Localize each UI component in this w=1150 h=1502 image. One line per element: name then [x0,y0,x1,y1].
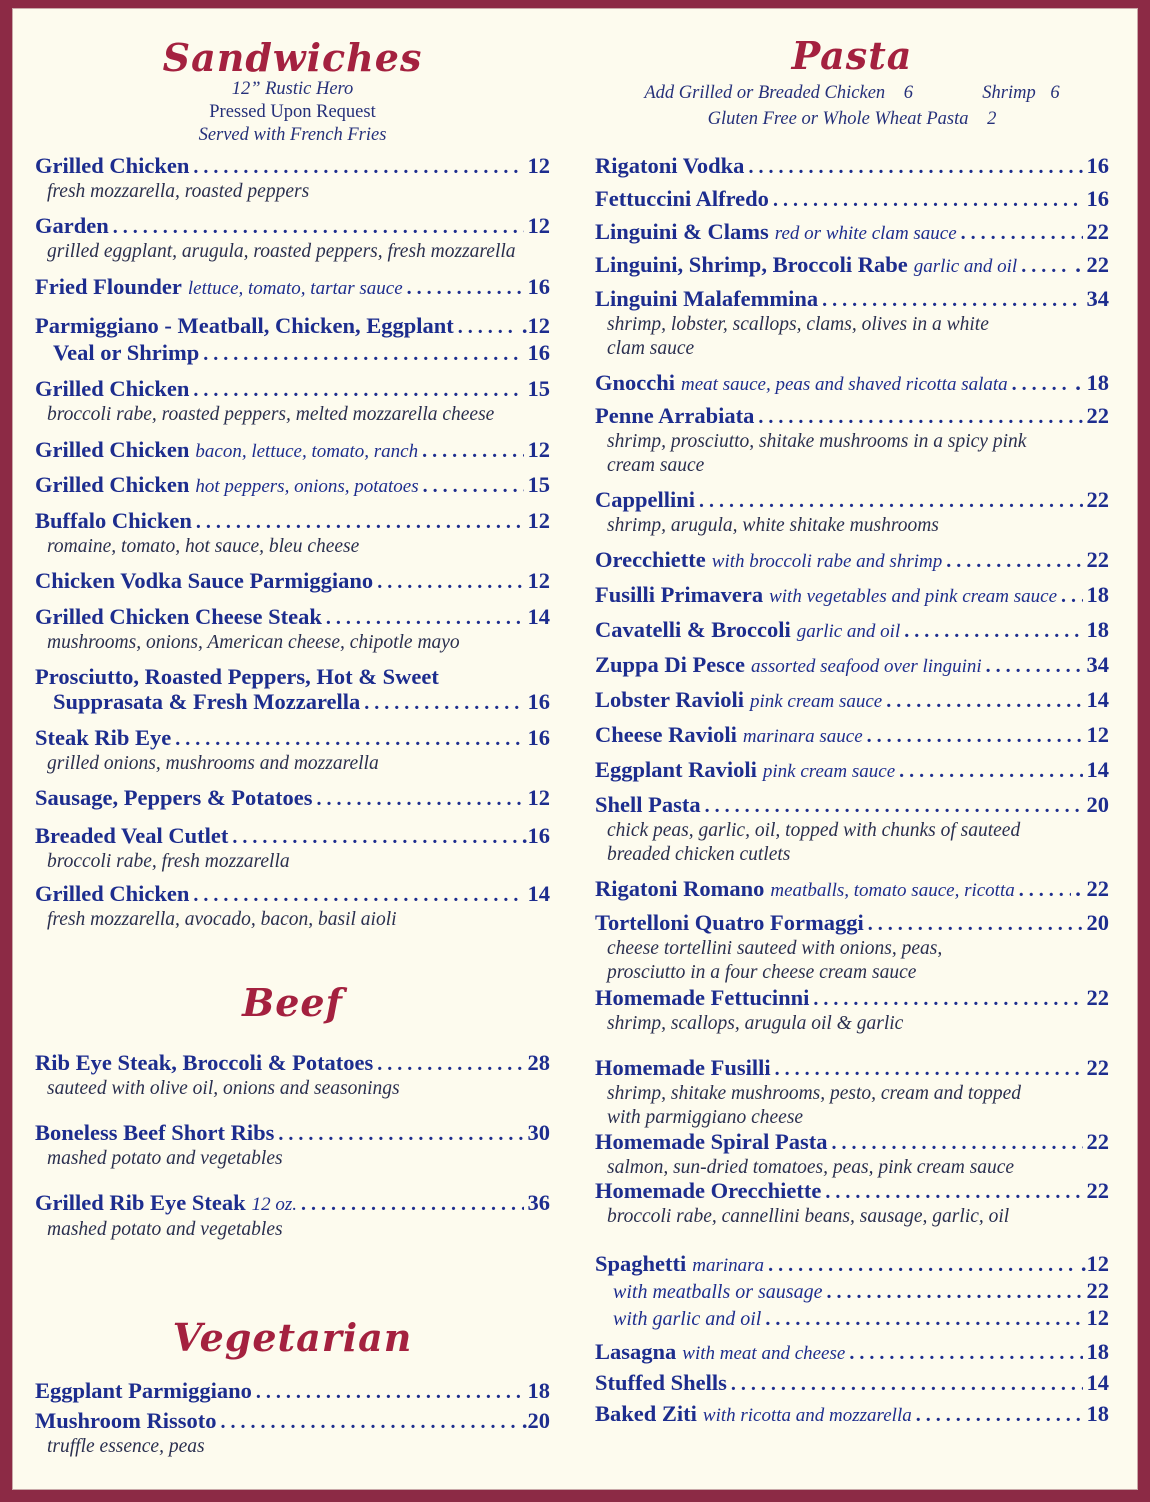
menu-item [595,487,1109,538]
sandwiches-title: Sandwiches [162,35,423,80]
item-name: with meatballs or sausage [613,1281,823,1303]
item-name: with garlic and oil [613,1308,762,1330]
menu-item [595,687,1109,715]
item-price: 22 [1086,403,1109,428]
item-description: shrimp, scallops, arugula oil & garlic [607,1013,904,1034]
item-name: Homemade Spiral Pasta [595,1129,828,1154]
pasta-note-gluten-price: 2 [987,109,997,129]
item-description: cream sauce [607,455,705,476]
item-name: Lasagna [595,1339,677,1364]
item-name: Buffalo Chicken [35,508,192,533]
item-inline-description: hot peppers, onions, potatoes [195,476,419,497]
item-name: Homemade Fusilli [595,1055,771,1080]
item-name: Cheese Ravioli [595,722,737,747]
sandwiches-subtitle-1: 12” Rustic Hero [231,79,354,99]
item-price: 18 [1086,1401,1109,1426]
item-price: 14 [1086,757,1109,782]
item-price: 12 [527,785,550,810]
item-price: 34 [1086,652,1109,677]
pasta-addons-note [595,80,1109,106]
item-inline-description: red or white clam sauce [774,223,957,244]
item-price: . 22 [1075,876,1109,901]
item-inline-description: marinara sauce [742,726,863,747]
item-price: 28 [527,1050,550,1075]
menu-item [595,1178,1109,1229]
pasta-title: Pasta [791,33,913,78]
item-price: 30 [527,1120,550,1145]
item-price: 16 [1086,153,1109,178]
vegetarian-title: Vegetarian [172,1315,413,1360]
menu-item [595,286,1109,361]
item-name: Veal or Shrimp [53,340,200,365]
menu-item [35,689,550,716]
item-price: 14 [527,881,550,906]
item-name: Chicken Vodka Sauce Parmiggiano [35,568,374,593]
menu-item [595,910,1109,985]
item-description: cheese tortellini sauteed with onions, peas, [607,938,943,959]
menu-item [35,1120,550,1171]
item-price: 18 [1086,582,1109,607]
item-description: shrimp, shitake mushrooms, pesto, cream and topped [607,1083,1021,1104]
item-name: Linguini Malafemmina [595,286,819,311]
item-price: .12 [521,313,550,338]
item-name: Rigatoni Romano [595,876,765,901]
item-price: 18 [1086,617,1109,642]
beef-section [35,980,550,1025]
vegetarian-section [35,1315,550,1360]
item-name: Cavatelli & Broccoli [595,617,791,642]
menu-item [595,1305,1109,1332]
menu-item [595,722,1109,750]
item-name: Homemade Orecchiette [595,1178,822,1203]
item-description: with parmiggiano cheese [607,1107,804,1128]
item-inline-description: lettuce, tomato, tartar sauce [187,278,403,299]
menu-item [35,508,550,559]
item-description: truffle essence, peas [47,1436,205,1457]
item-price: 22 [1086,487,1109,512]
item-name: Fettuccini Alfredo [595,186,769,211]
item-name: Shell Pasta [595,792,701,817]
item-price: 16 [527,689,550,714]
menu-item [35,785,550,812]
item-price: 22 [1086,1178,1109,1203]
item-name: Grilled Chicken [35,376,190,401]
menu-item [35,376,550,427]
item-price: 22 [1086,1055,1109,1080]
menu-item [595,582,1109,610]
item-name: Cappellini [595,487,696,512]
item-name: Penne Arrabiata [595,403,755,428]
item-description: prosciutto in a four cheese cream sauce [607,962,917,983]
item-price: 22 [1086,1278,1109,1303]
item-name: Eggplant Parmiggiano [35,1378,252,1403]
item-inline-description: bacon, lettuce, tomato, ranch [195,441,419,462]
menu-item [595,876,1109,904]
item-name: Breaded Veal Cutlet [35,823,229,848]
menu-item [595,757,1109,785]
item-price: 20 [1086,910,1109,935]
menu-item [35,472,550,500]
item-inline-description: 12 oz. [251,1194,298,1215]
item-name: Lobster Ravioli [595,687,744,712]
item-price: . 18 [1075,370,1109,395]
menu-item [35,1190,550,1242]
item-description: romaine, tomato, hot sauce, bleu cheese [47,536,360,557]
item-name: Rigatoni Vodka [595,153,745,178]
menu-item [35,313,550,340]
menu-item [595,547,1109,575]
menu-item [35,274,550,302]
item-price: 16 [527,274,550,299]
menu-item [35,568,550,595]
item-inline-description: with ricotta and mozzarella [702,1405,912,1426]
item-description: mashed potato and vegetables [47,1148,283,1169]
item-price: 12 [527,568,550,593]
menu-item [35,1050,550,1101]
item-name: Stuffed Shells [595,1370,727,1395]
item-price: 16 [1086,186,1109,211]
menu-item [595,153,1109,180]
item-price: 12 [1086,1305,1109,1330]
item-name: Steak Rib Eye [35,725,172,750]
item-price: 12 [527,437,550,462]
menu-item [595,1339,1109,1367]
item-price: 12 [1086,722,1109,747]
item-description: fresh mozzarella, roasted peppers [47,181,310,202]
item-price: 14 [527,604,550,629]
item-inline-description: with meat and cheese [682,1343,846,1364]
item-price: .12 [1080,1251,1109,1276]
item-inline-description: with vegetables and pink cream sauce [769,586,1058,607]
item-name: Grilled Chicken [35,153,190,178]
item-description: grilled onions, mushrooms and mozzarella [47,753,379,774]
menu-item [595,1251,1109,1279]
item-price: 15 [527,376,550,401]
item-description: broccoli rabe, cannellini beans, sausage, garlic, oil [607,1206,1010,1227]
item-name: Supprasata & Fresh Mozzarella [53,689,361,714]
item-name: Sausage, Peppers & Potatoes [35,785,313,810]
item-inline-description: meatballs, tomato sauce, ricotta [770,880,1015,901]
menu-item [35,340,550,367]
item-name: Baked Ziti [595,1401,697,1426]
item-description: breaded chicken cutlets [607,844,791,865]
item-description: clam sauce [607,338,695,359]
sandwiches-section [35,35,550,147]
menu-item [35,725,550,776]
sandwiches-subtitle-2: Pressed Upon Request [209,102,376,122]
pasta-note-shrimp: Shrimp [982,83,1036,103]
item-name: Boneless Beef Short Ribs [35,1120,275,1145]
item-description: mashed potato and vegetables [47,1219,283,1240]
item-name: Fusilli Primavera [595,582,764,607]
item-price: 16 [527,340,550,365]
menu-item [595,1370,1109,1397]
menu-item [35,213,550,264]
item-description: shrimp, arugula, white shitake mushrooms [607,515,939,536]
item-name: Orecchiette [595,547,706,572]
menu-item [35,1408,550,1459]
item-name: Grilled Rib Eye Steak [35,1190,246,1215]
item-name: Homemade Fettucinni [595,985,810,1010]
item-description: broccoli rabe, roasted peppers, melted mozzarella cheese [47,404,495,425]
menu-item [35,1378,550,1405]
beef-title: Beef [242,980,343,1025]
menu-item [595,652,1109,680]
menu-item [35,153,550,204]
item-price: 34 [1086,286,1109,311]
pasta-note-chicken: Add Grilled or Breaded Chicken [644,83,886,103]
menu-item [595,1055,1109,1130]
item-description: chick peas, garlic, oil, topped with chunks of sauteed [607,820,1021,841]
item-name: Fried Flounder [35,274,182,299]
item-name: Parmiggiano - Meatball, Chicken, Eggplant [35,313,454,338]
item-description: sauteed with olive oil, onions and seasonings [47,1078,400,1099]
menu-item [35,823,550,874]
item-price: 22 [1086,1129,1109,1154]
item-price: . 22 [1075,252,1109,277]
menu-item [595,219,1109,247]
item-inline-description: pink cream sauce [762,761,896,782]
menu-item [595,403,1109,478]
item-name: Linguini, Shrimp, Broccoli Rabe [595,252,908,277]
item-description: shrimp, lobster, scallops, clams, olives in a white [607,314,989,335]
item-price: 14 [1086,687,1109,712]
item-inline-description: meat sauce, peas and shaved ricotta salata [681,374,1008,395]
pasta-section [595,33,1109,132]
item-price: .20 [521,1408,550,1433]
pasta-note-chicken-price: 6 [903,83,914,103]
menu-item [35,437,550,465]
item-description: salmon, sun-dried tomatoes, peas, pink cream sauce [607,1157,1015,1178]
item-name: Gnocchi [595,370,676,395]
item-name: Prosciutto, Roasted Peppers, Hot & Sweet [35,664,439,689]
item-name: Tortelloni Quatro Formaggi [595,910,864,935]
item-name: Mushroom Rissoto [35,1408,217,1433]
item-name: Eggplant Ravioli [595,757,757,782]
pasta-gluten-note [595,106,1109,132]
item-name: Linguini & Clams [595,219,769,244]
item-price: 36 [527,1190,550,1215]
item-price: 22 [1086,985,1109,1010]
menu-item [595,252,1109,280]
item-name: Grilled Chicken [35,881,190,906]
pasta-note-shrimp-price: 6 [1050,83,1060,103]
menu-page [12,8,1138,1490]
item-name: Spaghetti [595,1251,687,1276]
item-inline-description: assorted seafood over linguini [751,656,982,677]
item-price: 12 [527,508,550,533]
item-price: 20 [1086,792,1109,817]
item-inline-description: marinara [692,1255,765,1276]
item-description: mushrooms, onions, American cheese, chipotle mayo [47,632,460,653]
item-inline-description: with broccoli rabe and shrimp [711,551,943,572]
item-name: Grilled Chicken [35,472,190,497]
menu-item [595,985,1109,1036]
item-description: grilled eggplant, arugula, roasted peppers, fresh mozzarella [47,241,516,262]
item-inline-description: garlic and oil [796,621,901,642]
item-inline-description: garlic and oil [913,256,1018,277]
menu-item [35,664,550,690]
sandwiches-subtitle-3: Served with French Fries [198,125,387,145]
pasta-note-gluten: Gluten Free or Whole Wheat Pasta [707,109,969,129]
menu-item [595,1278,1109,1305]
menu-item [595,370,1109,398]
item-price: 18 [1086,1339,1109,1364]
item-name: Grilled Chicken [35,437,190,462]
menu-item [35,881,550,932]
item-inline-description: pink cream sauce [749,691,883,712]
item-price: 12 [527,213,550,238]
item-price: 22 [1086,547,1109,572]
item-price: 15 [527,472,550,497]
item-name: Rib Eye Steak, Broccoli & Potatoes [35,1050,374,1075]
item-description: fresh mozzarella, avocado, bacon, basil aioli [47,909,397,930]
menu-item [595,1129,1109,1180]
item-price: 22 [1086,219,1109,244]
item-name: Garden [35,213,109,238]
item-price: .16 [521,823,550,848]
menu-item [595,186,1109,213]
item-name: Grilled Chicken Cheese Steak [35,604,322,629]
menu-item [595,617,1109,645]
item-price: 18 [527,1378,550,1403]
item-description: broccoli rabe, fresh mozzarella [47,851,290,872]
menu-item [595,1401,1109,1429]
menu-item [35,604,550,655]
item-name: Zuppa Di Pesce [595,652,746,677]
item-description: shrimp, prosciutto, shitake mushrooms in a spicy pink [607,431,1027,452]
item-price: 12 [527,153,550,178]
menu-item [595,792,1109,867]
item-price: 14 [1086,1370,1109,1395]
item-price: 16 [527,725,550,750]
